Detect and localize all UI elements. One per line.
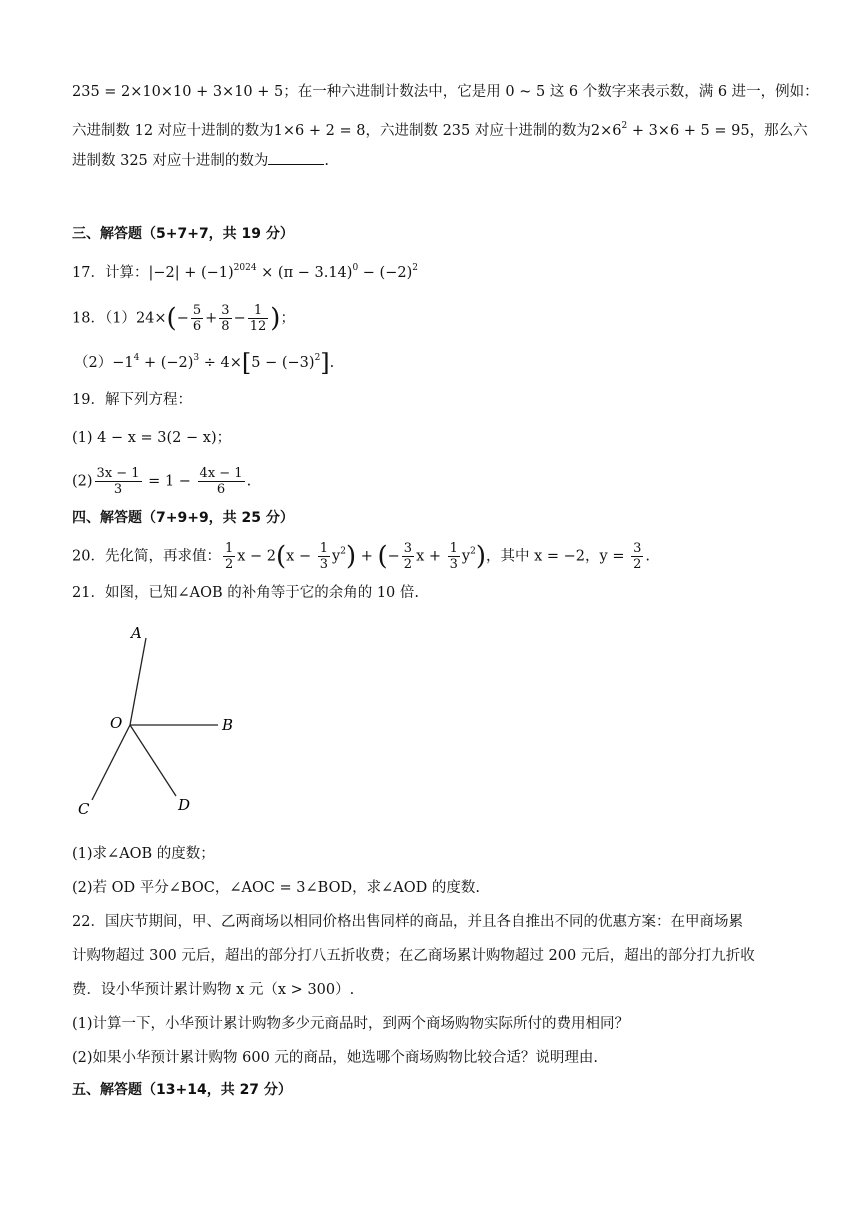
intro-text: ，六进制数 235 对应十进制的数为 — [365, 123, 591, 139]
intro-line-2 — [72, 116, 808, 141]
question-21-part-2: (2)若 OD 平分∠BOC，∠AOC = 3∠BOD，求∠AOD 的度数. — [72, 880, 480, 896]
fraction: $\frac{3x - 1}{3}$ — [96, 466, 140, 497]
period: . — [246, 473, 252, 490]
answer-blank[interactable] — [268, 150, 324, 165]
right-paren: ) — [270, 303, 281, 334]
right-bracket: ] — [320, 349, 330, 377]
left-paren: ( — [377, 541, 388, 572]
question-22-line-3: 费．设小华预计累计购物 x 元（x > 300）. — [72, 982, 355, 998]
exponent: 2 — [314, 353, 321, 363]
ray-OA — [130, 638, 146, 725]
math-expr: 5 − (−3) — [251, 355, 315, 371]
question-21-title: 21．如图，已知∠AOB 的补角等于它的余角的 10 倍. — [72, 585, 420, 601]
exponent: 2024 — [233, 263, 257, 273]
sub-number: (2) — [72, 473, 93, 490]
question-22-line-2: 计购物超过 300 元后，超出的部分打八五折收费；在乙商场累计购物超过 200 元后，超出的部分打九折收 — [72, 948, 755, 964]
intro-equation: 2×6 — [590, 123, 622, 139]
math-expr: |−2| + (−1) — [148, 265, 234, 281]
label-D: D — [178, 796, 191, 814]
intro-line-3 — [72, 150, 329, 171]
intro-equation: 1×6 + 2 = 8 — [273, 123, 366, 139]
angle-figure — [70, 620, 260, 820]
question-number: 17．计算： — [72, 265, 149, 281]
fraction: $\frac{1}{3}$ — [319, 541, 328, 572]
exponent: 2 — [621, 121, 628, 131]
left-paren: ( — [276, 541, 287, 572]
math-expr: ÷ 4× — [199, 355, 242, 371]
math-expr: x − 2 — [237, 548, 277, 565]
fraction: $\frac{4x - 1}{6}$ — [199, 466, 243, 497]
intro-text: 进制数 325 对应十进制的数为 — [72, 153, 269, 169]
fraction: $\frac{5}{6}$ — [192, 303, 202, 334]
math-expr: ，其中 x = −2，y = — [485, 548, 630, 565]
question-19-part-2 — [72, 466, 251, 497]
question-19-title: 19．解下列方程： — [72, 392, 192, 408]
fraction: $\frac{3}{2}$ — [403, 541, 413, 572]
fraction: $\frac{1}{3}$ — [449, 541, 458, 572]
question-20: 20．先化简，再求值： $\frac{1}{2}$ x − 2(x − $\frac{1}{3}$ $y^2$) + (− $\frac{3}{2}$ x + $\frac{1}{3}$ $y^2$)，其中 x = −2，y = $\frac{3}{2}$ . — [72, 541, 650, 572]
section-4-title: 四、解答题（7+9+9，共 25 分） — [72, 510, 294, 526]
math-expr: × (π − 3.14) — [256, 265, 353, 281]
math-expr: 24× — [135, 310, 167, 327]
question-22-line-1: 22．国庆节期间，甲、乙两商场以相同价格出售同样的商品，并且各自推出不同的优惠方案：在甲商场累 — [72, 914, 743, 930]
exponent: 4 — [133, 353, 140, 363]
intro-equation: + 3×6 + 5 = 95 — [627, 123, 750, 139]
math-var: y — [332, 548, 341, 565]
ray-OC — [92, 725, 130, 800]
math-var: y — [461, 548, 471, 565]
question-21-part-1: (1)求∠AOB 的度数； — [72, 846, 215, 862]
question-number: 18．（1） — [72, 310, 136, 327]
exponent: 3 — [193, 353, 200, 363]
math-expr: x + — [416, 548, 446, 565]
left-paren: ( — [166, 303, 177, 334]
question-22-part-2: (2)如果小华预计累计购物 600 元的商品，她选哪个商场购物比较合适？说明理由. — [72, 1050, 599, 1066]
period: . — [329, 355, 335, 371]
exponent: 2 — [470, 546, 476, 557]
question-18-part-1: 18．（1）24×(− $\frac{5}{6}$ + $\frac{3}{8}$ − $\frac{1}{12}$ )； — [72, 303, 295, 334]
math-expr: = 1 − — [143, 473, 196, 490]
math-expr: −1 — [112, 355, 134, 371]
punctuation: ； — [280, 310, 295, 327]
math-expr: + (−2) — [139, 355, 194, 371]
intro-text: ，那么六 — [749, 123, 808, 139]
label-B: B — [222, 716, 234, 734]
period: . — [324, 153, 330, 169]
section-3-title: 三、解答题（5+7+7，共 19 分） — [72, 226, 294, 242]
sub-number: （2） — [74, 355, 113, 371]
intro-equation: 235 = 2×10×10 + 3×10 + 5 — [72, 84, 284, 100]
question-22-part-1: (1)计算一下，小华预计累计购物多少元商品时，到两个商场购物实际所付的费用相同？ — [72, 1016, 630, 1032]
section-5-title: 五、解答题（13+14，共 27 分） — [72, 1082, 292, 1098]
fraction: $\frac{3}{8}$ — [221, 303, 230, 334]
label-O: O — [110, 714, 123, 732]
math-expr: − (−2) — [358, 265, 413, 281]
period: . — [645, 548, 650, 565]
fraction: $\frac{1}{2}$ — [224, 541, 234, 572]
question-18-part-2 — [74, 348, 335, 377]
exponent: 2 — [340, 546, 346, 557]
question-19-part-1: (1) 4 − x = 3(2 − x)； — [72, 430, 232, 446]
intro-line-1 — [72, 82, 819, 102]
right-paren: ) — [475, 541, 486, 572]
math-expr: + — [356, 548, 378, 565]
math-expr: x − — [286, 548, 316, 565]
left-bracket: [ — [241, 349, 252, 377]
label-C: C — [78, 800, 90, 818]
fraction: $\frac{3}{2}$ — [633, 541, 642, 572]
exponent: 2 — [412, 263, 418, 273]
intro-text: ；在一种六进制计数法中，它是用 0 ~ 5 这 6 个数字来表示数，满 6 进一，例如： — [283, 84, 819, 100]
question-number: 20．先化简，再求值： — [72, 548, 221, 565]
intro-text: 六进制数 12 对应十进制的数为 — [72, 123, 274, 139]
ray-OD — [130, 725, 176, 796]
exponent: 0 — [352, 263, 359, 273]
right-paren: ) — [345, 541, 357, 572]
fraction: $\frac{1}{12}$ — [249, 303, 267, 334]
label-A: A — [131, 624, 142, 642]
question-17 — [72, 258, 418, 283]
